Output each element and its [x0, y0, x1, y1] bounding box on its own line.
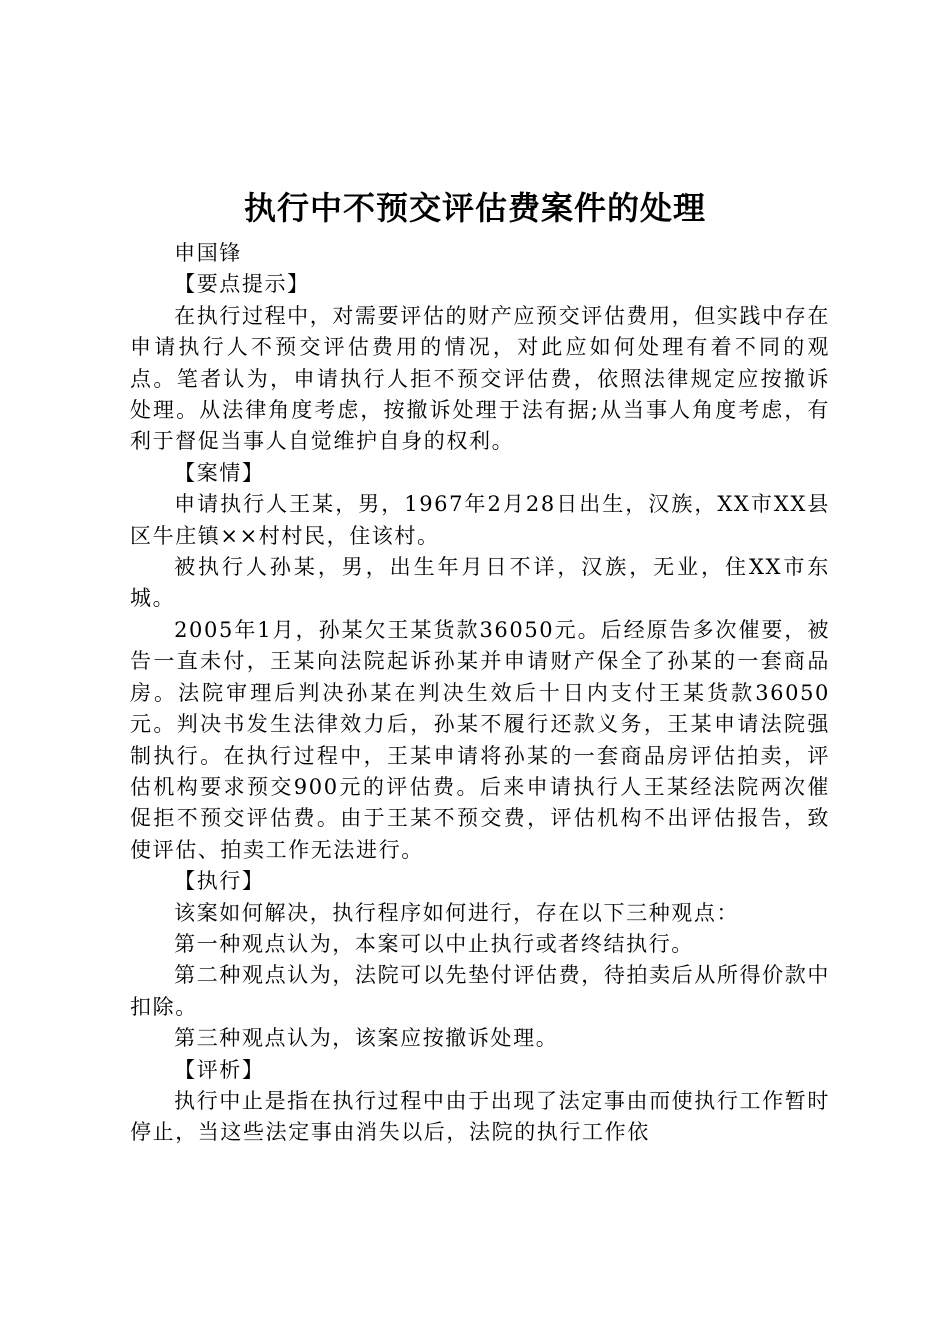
section-heading-analysis: 【评析】 [174, 1057, 265, 1082]
paragraph-respondent: 被执行人孙某，男，出生年月日不详，汉族，无业，住XX市东城。 [130, 555, 830, 611]
paragraph-view-three: 第三种观点认为，该案应按撤诉处理。 [174, 1026, 559, 1051]
paragraph-applicant: 申请执行人王某，男，1967年2月28日出生，汉族，XX市XX县区牛庄镇××村村民，住该村。 [130, 492, 830, 548]
section-heading-execution: 【执行】 [174, 869, 265, 894]
section-heading-case: 【案情】 [174, 460, 265, 485]
section-heading-key-points: 【要点提示】 [174, 272, 310, 297]
paragraph-case-facts: 2005年1月，孙某欠王某货款36050元。后经原告多次催要，被告一直未付，王某向法院起诉孙某并申请财产保全了孙某的一套商品房。法院审理后判决孙某在判决生效后十日内支付王某货款36050元。判决书发生法律效力后，孙某不履行还款义务，王某申请法院强制执行。在执行过程中，王某申请将孙某的一套商品房评估拍卖，评估机构要求预交900元的评估费。后来申请执行人王某经法院两次催促拒不预交评估费。由于王某不预交费，评估机构不出评估报告，致使评估、拍卖工作无法进行。 [130, 617, 830, 862]
author-line: 申国锋 [174, 241, 242, 265]
paragraph-key-points: 在执行过程中，对需要评估的财产应预交评估费用，但实践中存在申请执行人不预交评估费用的情况，对此应如何处理有着不同的观点。笔者认为，申请执行人拒不预交评估费，依照法律规定应按撤诉处理。从法律角度考虑，按撤诉处理于法有据;从当事人角度考虑，有利于督促当事人自觉维护自身的权利。 [130, 303, 830, 454]
paragraph-view-two: 第二种观点认为，法院可以先垫付评估费，待拍卖后从所得价款中扣除。 [130, 963, 830, 1019]
document-body [130, 238, 830, 1149]
document-title: 执行中不预交评估费案件的处理 [243, 189, 706, 227]
paragraph-analysis: 执行中止是指在执行过程中由于出现了法定事由而使执行工作暂时停止，当这些法定事由消失以后，法院的执行工作依 [130, 1088, 830, 1145]
paragraph-views-intro: 该案如何解决，执行程序如何进行，存在以下三种观点： [174, 900, 740, 925]
paragraph-view-one: 第一种观点认为，本案可以中止执行或者终结执行。 [174, 931, 694, 956]
